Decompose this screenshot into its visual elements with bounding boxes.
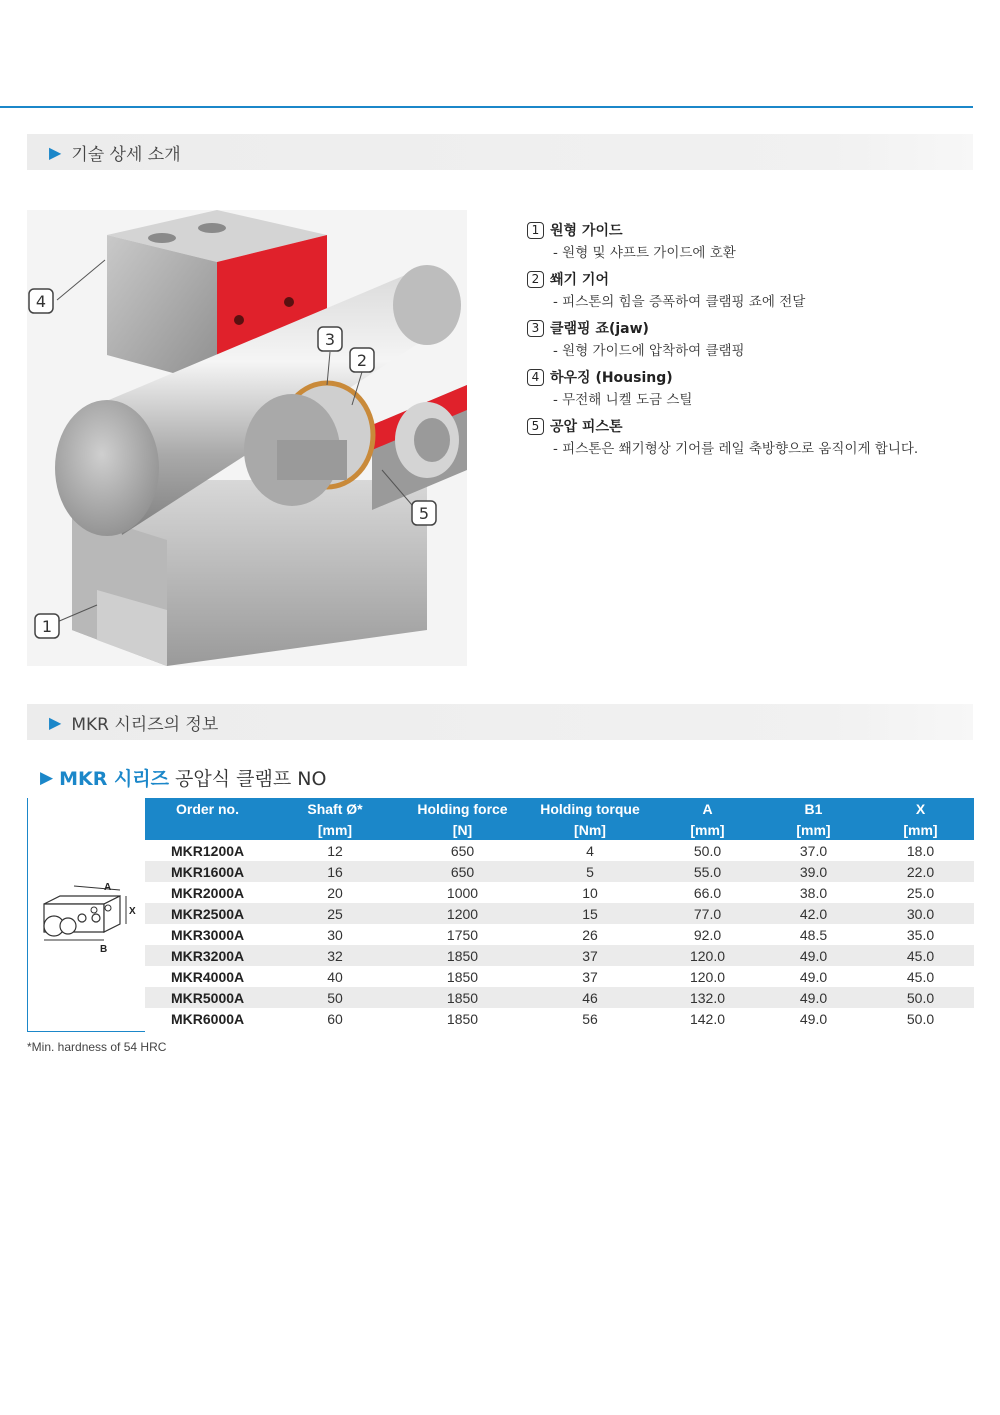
table-cell: 20 <box>270 882 400 903</box>
column-header: B1 <box>760 798 867 819</box>
table-cell: 120.0 <box>655 945 760 966</box>
feature-item <box>527 367 967 408</box>
order-number-cell: MKR6000A <box>145 1008 270 1029</box>
column-header: Shaft Ø* <box>270 798 400 819</box>
table-cell: 10 <box>525 882 655 903</box>
section-header-series-info <box>27 704 973 740</box>
section-header-tech-details <box>27 134 973 170</box>
table-cell: 40 <box>270 966 400 987</box>
feature-item <box>527 220 967 261</box>
number-badge: 1 <box>527 222 544 239</box>
table-cell: 1850 <box>400 945 525 966</box>
feature-desc: - 원형 및 샤프트 가이드에 호환 <box>553 245 736 261</box>
table-cell: 55.0 <box>655 861 760 882</box>
top-rule <box>0 106 973 108</box>
feature-item <box>527 269 967 310</box>
order-number-cell: MKR1600A <box>145 861 270 882</box>
order-number-cell: MKR4000A <box>145 966 270 987</box>
column-header: Holding torque <box>525 798 655 819</box>
dimension-diagram <box>27 798 145 1032</box>
table-row <box>145 924 974 945</box>
table-cell: 48.5 <box>760 924 867 945</box>
table-row <box>145 840 974 861</box>
order-number-cell: MKR1200A <box>145 840 270 861</box>
feature-item <box>527 318 967 359</box>
order-number-cell: MKR2500A <box>145 903 270 924</box>
dimension-label-b: B <box>100 944 108 955</box>
table-cell: 50.0 <box>867 1008 974 1029</box>
column-unit: [mm] <box>867 819 974 840</box>
svg-text:1: 1 <box>41 617 53 636</box>
table-row <box>145 1008 974 1029</box>
table-cell: 120.0 <box>655 966 760 987</box>
table-cell: 1850 <box>400 1008 525 1029</box>
table-cell: 37 <box>525 966 655 987</box>
column-unit: [Nm] <box>525 819 655 840</box>
column-header: Holding force <box>400 798 525 819</box>
table-row <box>145 882 974 903</box>
spec-table <box>145 798 974 1029</box>
table-unit-row <box>145 819 974 840</box>
feature-desc: - 피스톤은 쐐기형상 기어를 레일 축방향으로 움직이게 합니다. <box>553 441 919 457</box>
column-unit: [N] <box>400 819 525 840</box>
table-cell: 12 <box>270 840 400 861</box>
table-cell: 18.0 <box>867 840 974 861</box>
number-badge: 5 <box>527 418 544 435</box>
section-title: 기술 상세 소개 <box>71 144 181 165</box>
table-row <box>145 903 974 924</box>
feature-item <box>527 416 967 457</box>
feature-desc: - 원형 가이드에 압착하여 클램핑 <box>553 343 745 359</box>
svg-text:5: 5 <box>418 504 430 523</box>
order-number-cell: MKR2000A <box>145 882 270 903</box>
table-cell: 650 <box>400 861 525 882</box>
number-badge: 3 <box>527 320 544 337</box>
table-cell: 45.0 <box>867 945 974 966</box>
table-cell: 30.0 <box>867 903 974 924</box>
table-cell: 50.0 <box>867 987 974 1008</box>
table-row <box>145 861 974 882</box>
footnote: *Min. hardness of 54 HRC <box>27 1040 167 1054</box>
svg-text:4: 4 <box>35 292 47 311</box>
table-cell: 77.0 <box>655 903 760 924</box>
table-cell: 1000 <box>400 882 525 903</box>
table-cell: 50.0 <box>655 840 760 861</box>
table-cell: 32 <box>270 945 400 966</box>
table-cell: 56 <box>525 1008 655 1029</box>
table-cell: 1750 <box>400 924 525 945</box>
table-cell: 22.0 <box>867 861 974 882</box>
table-cell: 1850 <box>400 966 525 987</box>
table-cell: 49.0 <box>760 945 867 966</box>
table-cell: 49.0 <box>760 966 867 987</box>
feature-desc: - 무전해 니켈 도금 스틸 <box>553 392 693 408</box>
table-cell: 42.0 <box>760 903 867 924</box>
svg-text:2: 2 <box>356 351 368 370</box>
table-cell: 39.0 <box>760 861 867 882</box>
table-cell: 25 <box>270 903 400 924</box>
feature-title: 공압 피스톤 <box>550 419 623 435</box>
table-row <box>145 945 974 966</box>
product-illustration <box>27 210 467 666</box>
table-cell: 37 <box>525 945 655 966</box>
number-badge: 4 <box>527 369 544 386</box>
column-unit: [mm] <box>270 819 400 840</box>
column-header: X <box>867 798 974 819</box>
triangle-icon: ▶ <box>49 142 62 162</box>
table-cell: 38.0 <box>760 882 867 903</box>
number-badge: 2 <box>527 271 544 288</box>
series-title <box>40 764 326 791</box>
figure-label-2 <box>350 348 374 372</box>
column-unit <box>145 819 270 840</box>
table-cell: 4 <box>525 840 655 861</box>
column-unit: [mm] <box>760 819 867 840</box>
table-cell: 37.0 <box>760 840 867 861</box>
feature-desc: - 피스톤의 힘을 증폭하여 클램핑 죠에 전달 <box>553 294 806 310</box>
order-number-cell: MKR3000A <box>145 924 270 945</box>
feature-title: 원형 가이드 <box>550 223 623 239</box>
triangle-icon: ▶ <box>40 767 54 788</box>
table-cell: 1200 <box>400 903 525 924</box>
dimension-label-a: A <box>104 882 112 893</box>
table-row <box>145 987 974 1008</box>
table-cell: 650 <box>400 840 525 861</box>
table-cell: 132.0 <box>655 987 760 1008</box>
figure-label-3 <box>318 327 342 351</box>
table-header-row <box>145 798 974 819</box>
series-subtitle: 공압식 클램프 NO <box>175 768 327 790</box>
figure-label-1 <box>35 614 59 638</box>
table-cell: 46 <box>525 987 655 1008</box>
table-cell: 60 <box>270 1008 400 1029</box>
column-header: Order no. <box>145 798 270 819</box>
table-cell: 25.0 <box>867 882 974 903</box>
table-cell: 5 <box>525 861 655 882</box>
table-cell: 142.0 <box>655 1008 760 1029</box>
table-cell: 1850 <box>400 987 525 1008</box>
table-cell: 26 <box>525 924 655 945</box>
table-cell: 49.0 <box>760 1008 867 1029</box>
series-name: MKR 시리즈 <box>59 768 170 790</box>
figure-label-4 <box>29 289 53 313</box>
table-cell: 49.0 <box>760 987 867 1008</box>
table-cell: 15 <box>525 903 655 924</box>
table-row <box>145 966 974 987</box>
order-number-cell: MKR3200A <box>145 945 270 966</box>
feature-title: 하우징 (Housing) <box>550 370 673 386</box>
feature-title: 클램핑 죠(jaw) <box>550 321 649 337</box>
feature-list <box>527 220 967 465</box>
triangle-icon: ▶ <box>49 712 62 732</box>
feature-title: 쐐기 기어 <box>550 272 609 288</box>
table-cell: 16 <box>270 861 400 882</box>
figure-label-5 <box>412 501 436 525</box>
order-number-cell: MKR5000A <box>145 987 270 1008</box>
table-cell: 66.0 <box>655 882 760 903</box>
section-title: MKR 시리즈의 정보 <box>71 714 219 735</box>
column-unit: [mm] <box>655 819 760 840</box>
table-cell: 92.0 <box>655 924 760 945</box>
dimension-label-x: X <box>129 906 136 917</box>
svg-text:3: 3 <box>324 330 336 349</box>
table-cell: 30 <box>270 924 400 945</box>
table-cell: 50 <box>270 987 400 1008</box>
column-header: A <box>655 798 760 819</box>
table-cell: 35.0 <box>867 924 974 945</box>
table-cell: 45.0 <box>867 966 974 987</box>
